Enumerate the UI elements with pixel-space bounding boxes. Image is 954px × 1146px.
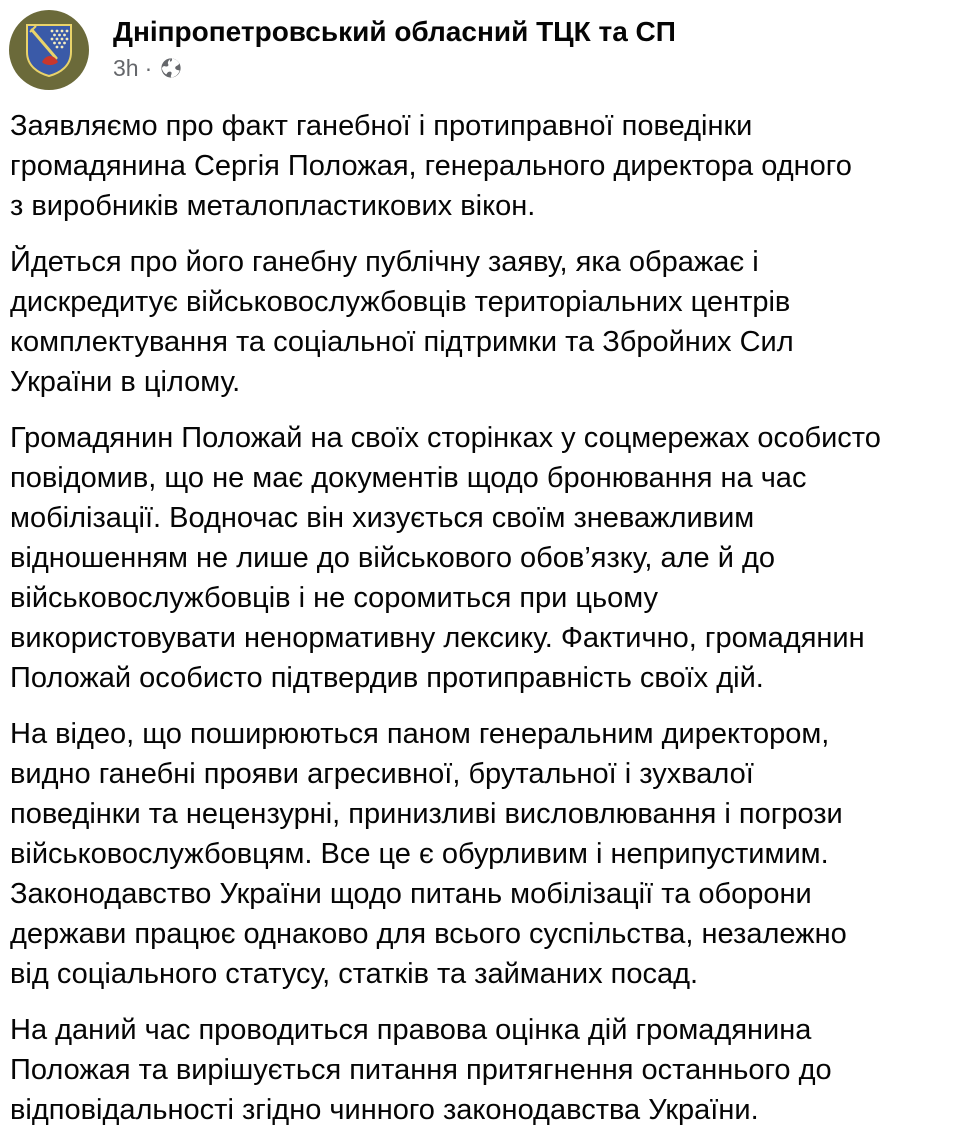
post-meta <box>113 54 676 82</box>
page-avatar[interactable] <box>9 10 89 90</box>
post-paragraph: Заявляємо про факт ганебної і протиправної поведінки громадянина Сергія Положая, генерального директора одного з виробників металопластикових вікон. <box>10 110 852 222</box>
globe-icon[interactable] <box>160 57 182 79</box>
meta-separator: · <box>144 55 153 81</box>
post-paragraph: На відео, що поширюються паном генеральним директором, видно ганебні прояви агресивної, брутальної і зухвалої поведінки та нецензурні, принизливі висловлювання і погрози військовослужбовцям. Все це є обурливим і неприпустимим. Законодавство України щодо питань мобілізації та оборони держави працює однаково для всього суспільства, незалежно від соціального статусу, статків та займаних посад. <box>10 718 847 990</box>
emblem-icon <box>24 22 74 78</box>
page-name-link[interactable]: Дніпропетровський обласний ТЦК та СП <box>113 16 676 47</box>
post-header-text <box>113 14 676 82</box>
post-timestamp[interactable]: 3h <box>113 55 139 81</box>
post-paragraph: Йдеться про його ганебну публічну заяву, яка ображає і дискредитує військовослужбовців територіальних центрів комплектування та соціальної підтримки та Збройних Сил України в цілому. <box>10 246 794 398</box>
post-body <box>10 106 945 1146</box>
post-paragraph: Громадянин Положай на своїх сторінках у соцмережах особисто повідомив, що не має документів щодо бронювання на час мобілізації. Водночас він хизується своїм зневажливим відношенням не лише до військового обов’язку, але й до військовослужбовців і не соромиться при цьому використовувати ненормативну лексику. Фактично, громадянин Положай особисто підтвердив протиправність своїх дій. <box>10 422 881 694</box>
post-paragraph: На даний час проводиться правова оцінка дій громадянина Положая та вирішується питання притягнення останнього до відповідальності згідно чинного законодавства України. <box>10 1014 832 1126</box>
post-header <box>9 10 676 90</box>
